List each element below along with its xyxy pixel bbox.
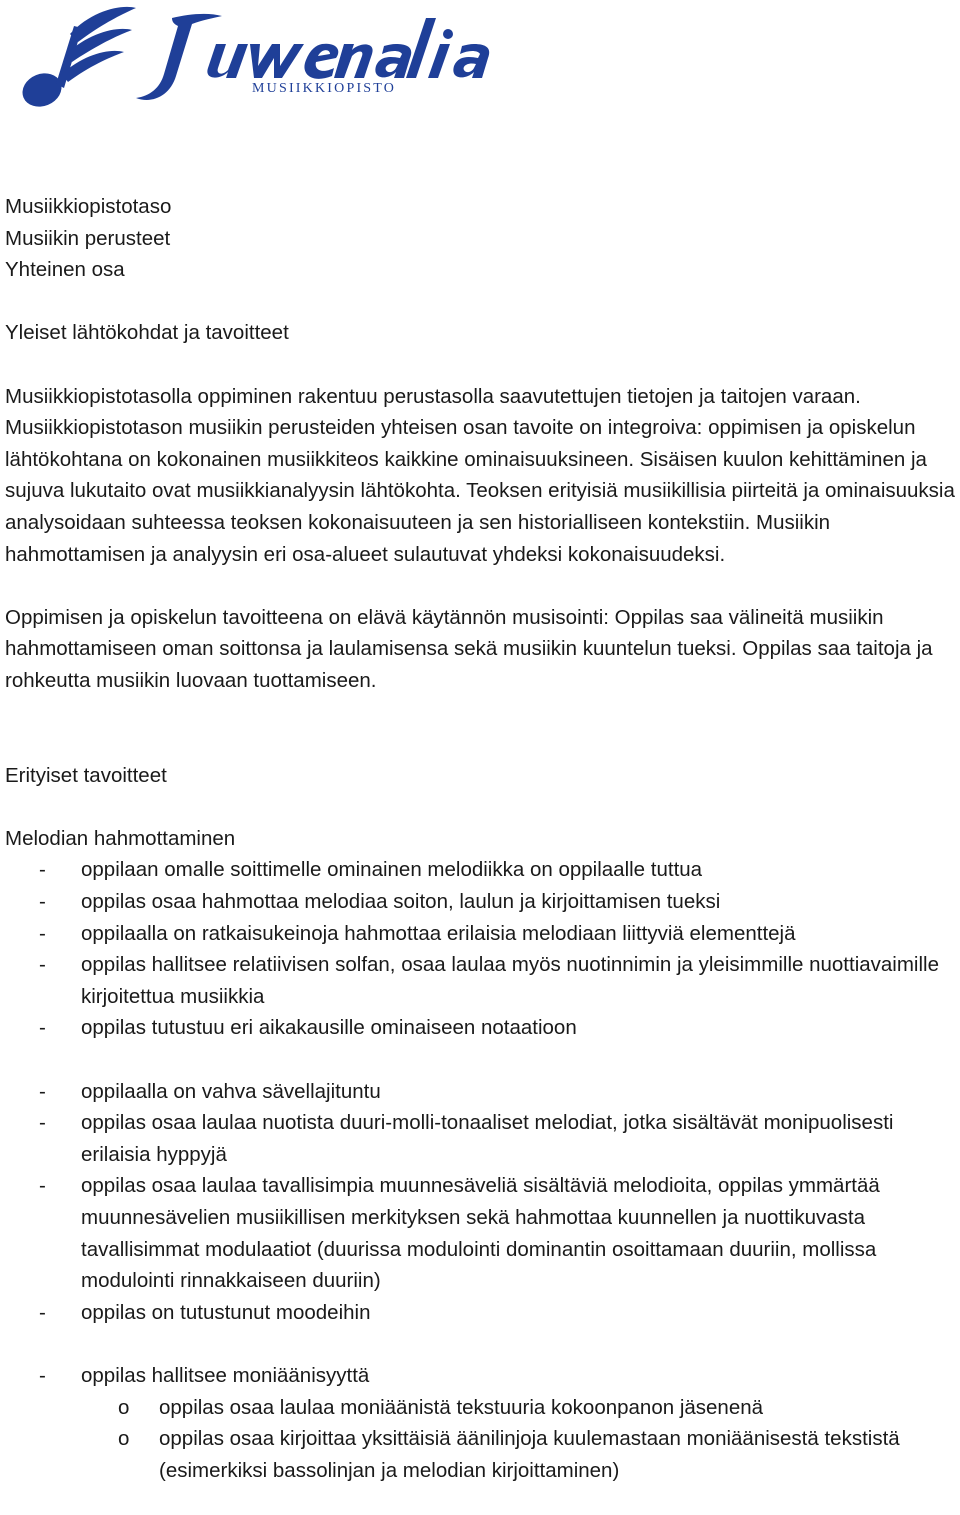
dash-marker: - bbox=[39, 890, 46, 914]
list-item: - oppilas tutustuu eri aikakausille ominaiseen notaatioon bbox=[5, 1012, 957, 1044]
list-item: - oppilas osaa hahmottaa melodiaa soiton, laulun ja kirjoittamisen tueksi bbox=[5, 886, 957, 918]
goals-list-a bbox=[5, 854, 957, 1044]
polyphony-sublist bbox=[81, 1392, 957, 1487]
header-level: Musiikkiopistotaso bbox=[5, 195, 172, 218]
list-item: - oppilaan omalle soittimelle ominainen melodiikka on oppilaalle tuttua bbox=[5, 854, 957, 886]
bullet-marker: o bbox=[118, 1395, 130, 1419]
dash-marker: - bbox=[39, 1079, 46, 1103]
general-paragraph-2: Oppimisen ja opiskelun tavoitteena on elävä käytännön musisointi: Oppilas saa välineitä musiikin hahmottamiseen oman soittonsa ja laulamisensa sekä musiikin kuuntelun tueksi. Oppilas saa taitoja ja rohkeutta musiikin luovaan tuottamiseen. bbox=[5, 605, 933, 692]
juvenalia-logo bbox=[12, 4, 492, 110]
header-subject: Musiikin perusteet bbox=[5, 226, 171, 250]
list-item: o oppilas osaa kirjoittaa yksittäisiä äänilinjoja kuulemastaan moniäänisestä tekstistä (esimerkiksi bassolinjan ja melodian kirjoittaminen) bbox=[81, 1423, 957, 1486]
general-heading: Yleiset lähtökohdat ja tavoitteet bbox=[5, 321, 289, 345]
dash-marker: - bbox=[39, 953, 46, 977]
document-body bbox=[5, 191, 957, 1486]
dash-marker: - bbox=[39, 1016, 46, 1040]
list-item: - oppilaalla on ratkaisukeinoja hahmottaa erilaisia melodiaan liittyviä elementtejä bbox=[5, 918, 957, 950]
goals-list-c bbox=[5, 1360, 957, 1392]
dash-marker: - bbox=[39, 858, 46, 882]
dash-marker: - bbox=[39, 921, 46, 945]
list-item: - oppilas hallitsee relatiivisen solfan, osaa laulaa myös nuotinnimin ja yleisimmille nuottiavaimille kirjoitettua musiikkia bbox=[5, 949, 957, 1012]
list-item: o oppilas osaa laulaa moniäänistä tekstuuria kokoonpanon jäsenenä bbox=[81, 1392, 957, 1424]
list-item: - oppilas hallitsee moniäänisyyttä bbox=[5, 1360, 957, 1392]
logo-subtitle: MUSIIKKIOPISTO bbox=[252, 81, 397, 96]
general-paragraph-1: Musiikkiopistotasolla oppiminen rakentuu perustasolla saavutettujen tietojen ja taitojen varaan. Musiikkiopistotason musiikin perusteiden yhteisen osan tavoite on integroiva: oppimisen ja opiskelun lähtökohtana on kokonainen musiikkiteos kaikkine ominaisuuksineen. Sisäisen kuulon kehittäminen ja sujuva lukutaito ovat musiikkianalyysin lähtökohta. Teoksen erityisiä musiikillisia piirteitä ja ominaisuuksia analysoidaan suhteessa teoksen kokonaisuuteen ja sen historialliseen kontekstiin. Musiikin hahmottamisen ja analyysin eri osa-alueet sulautuvat yhdeksi kokonaisuudeksi. bbox=[5, 384, 955, 566]
bullet-marker: o bbox=[118, 1427, 130, 1451]
header-section: Yhteinen osa bbox=[5, 258, 125, 282]
list-item: - oppilas osaa laulaa nuotista duuri-molli-tonaaliset melodiat, jotka sisältävät monipuolisesti erilaisia hyppyjä bbox=[5, 1107, 957, 1170]
list-item: - oppilas on tutustunut moodeihin bbox=[5, 1297, 957, 1329]
dash-marker: - bbox=[39, 1363, 46, 1387]
dash-marker: - bbox=[39, 1300, 46, 1324]
list-item: - oppilas osaa laulaa tavallisimpia muunnesäveliä sisältäviä melodioita, oppilas ymmärtää muunnesävelien musiikillisen merkityksen sekä hahmottaa kuunnellen ja nuottikuvasta tavallisimmat modulaatiot (duurissa modulointi dominantin osoittamaan duuriin, mollissa modulointi rinnakkaiseen duuriin) bbox=[5, 1170, 957, 1296]
list-item: - oppilaalla on vahva sävellajituntu bbox=[5, 1076, 957, 1108]
dash-marker: - bbox=[39, 1111, 46, 1135]
dash-marker: - bbox=[39, 1174, 46, 1198]
specific-heading: Erityiset tavoitteet bbox=[5, 763, 167, 787]
melody-subheading: Melodian hahmottaminen bbox=[5, 826, 236, 850]
goals-list-b bbox=[5, 1076, 957, 1329]
